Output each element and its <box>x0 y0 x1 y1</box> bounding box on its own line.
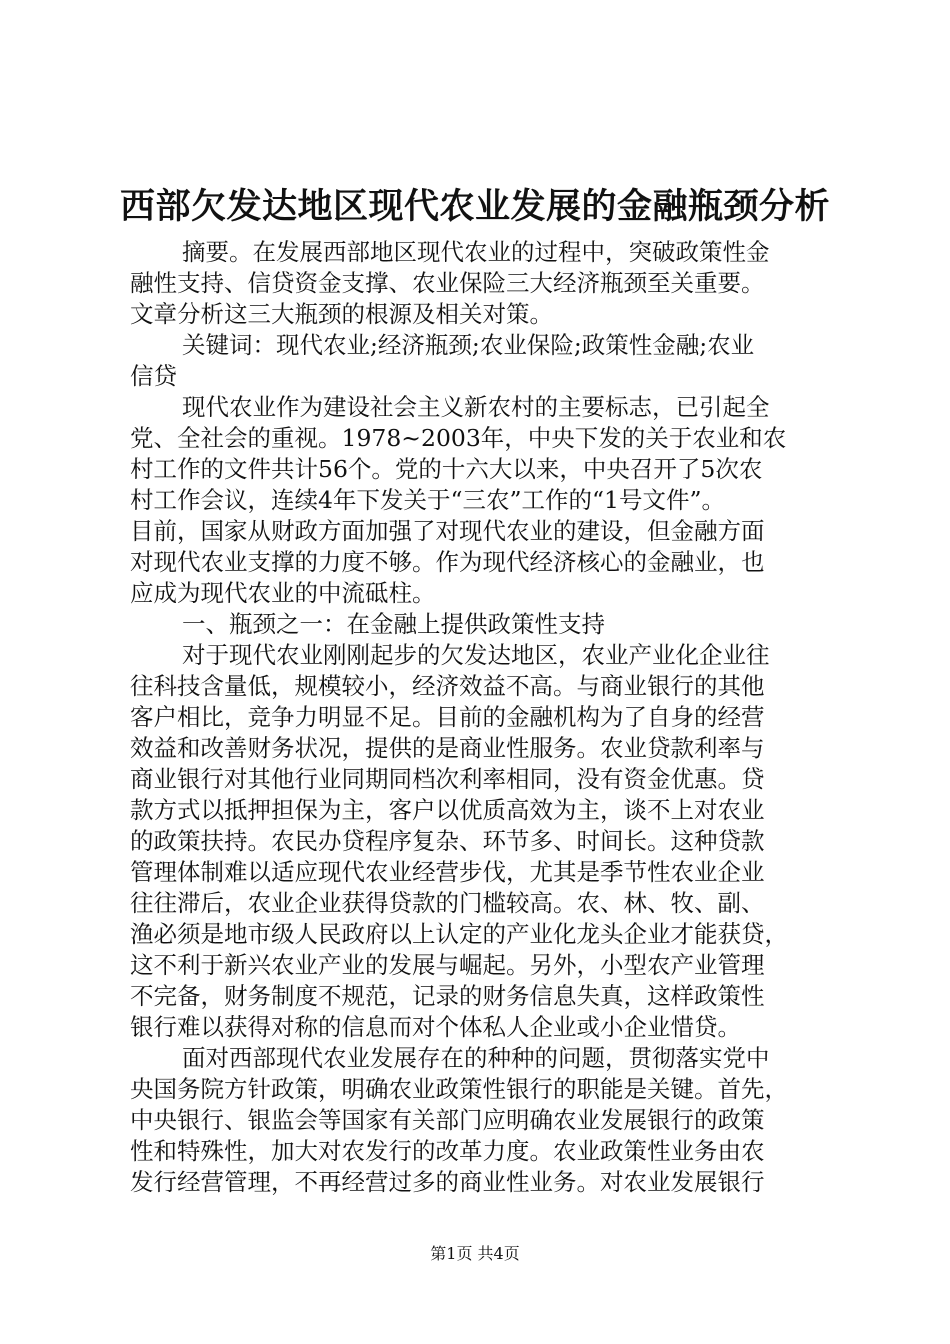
body-line: 客户相比，竞争力明显不足。目前的金融机构为了自身的经营 <box>130 703 765 731</box>
body-line: 摘要。在发展西部地区现代农业的过程中，突破政策性金 <box>182 238 770 266</box>
body-line: 往往滞后，农业企业获得贷款的门槛较高。农、林、牧、副、 <box>130 889 765 917</box>
body-line: 村工作会议，连续4年下发关于“三农”工作的“1号文件”。 <box>130 486 725 514</box>
body-line: 党、全社会的重视。1978~2003年，中央下发的关于农业和农 <box>130 424 787 452</box>
body-line: 发行经营管理，不再经营过多的商业性业务。对农业发展银行 <box>130 1168 765 1196</box>
body-line: 信贷 <box>130 362 177 390</box>
body-line: 不完备，财务制度不规范，记录的财务信息失真，这样政策性 <box>130 982 765 1010</box>
body-line: 款方式以抵押担保为主，客户以优质高效为主，谈不上对农业 <box>130 796 765 824</box>
body-line: 中央银行、银监会等国家有关部门应明确农业发展银行的政策 <box>130 1106 765 1134</box>
body-line: 关键词：现代农业;经济瓶颈;农业保险;政策性金融;农业 <box>182 331 755 359</box>
body-line: 渔必须是地市级人民政府以上认定的产业化龙头企业才能获贷， <box>130 920 788 948</box>
body-line: 效益和改善财务状况，提供的是商业性服务。农业贷款利率与 <box>130 734 765 762</box>
body-line: 银行难以获得对称的信息而对个体私人企业或小企业惜贷。 <box>130 1013 741 1041</box>
body-line: 管理体制难以适应现代农业经营步伐，尤其是季节性农业企业 <box>130 858 765 886</box>
body-line: 面对西部现代农业发展存在的种种的问题，贯彻落实党中 <box>182 1044 770 1072</box>
body-line: 往科技含量低，规模较小，经济效益不高。与商业银行的其他 <box>130 672 765 700</box>
body-line: 村工作的文件共计56个。党的十六大以来，中央召开了5次农 <box>130 455 763 483</box>
body-line: 的政策扶持。农民办贷程序复杂、环节多、时间长。这种贷款 <box>130 827 765 855</box>
body-line: 这不利于新兴农业产业的发展与崛起。另外，小型农产业管理 <box>130 951 765 979</box>
body-line: 目前，国家从财政方面加强了对现代农业的建设，但金融方面 <box>130 517 765 545</box>
body-line: 应成为现代农业的中流砥柱。 <box>130 579 436 607</box>
document-title: 西部欠发达地区现代农业发展的金融瓶颈分析 <box>119 186 830 227</box>
body-line: 文章分析这三大瓶颈的根源及相关对策。 <box>130 300 553 328</box>
document-body <box>130 237 820 1198</box>
body-line: 对现代农业支撑的力度不够。作为现代经济核心的金融业，也 <box>130 548 765 576</box>
body-line: 融性支持、信贷资金支撑、农业保险三大经济瓶颈至关重要。 <box>130 269 765 297</box>
body-line: 现代农业作为建设社会主义新农村的主要标志，已引起全 <box>182 393 770 421</box>
body-line: 性和特殊性，加大对农发行的改革力度。农业政策性业务由农 <box>130 1137 765 1165</box>
page-footer: 第1页 共4页 <box>430 1244 520 1263</box>
body-line: 央国务院方针政策，明确农业政策性银行的职能是关键。首先， <box>130 1075 788 1103</box>
body-line: 商业银行对其他行业同期同档次利率相同，没有资金优惠。贷 <box>130 765 765 793</box>
body-line: 一、瓶颈之一：在金融上提供政策性支持 <box>182 610 605 638</box>
body-line: 对于现代农业刚刚起步的欠发达地区，农业产业化企业往 <box>182 641 770 669</box>
